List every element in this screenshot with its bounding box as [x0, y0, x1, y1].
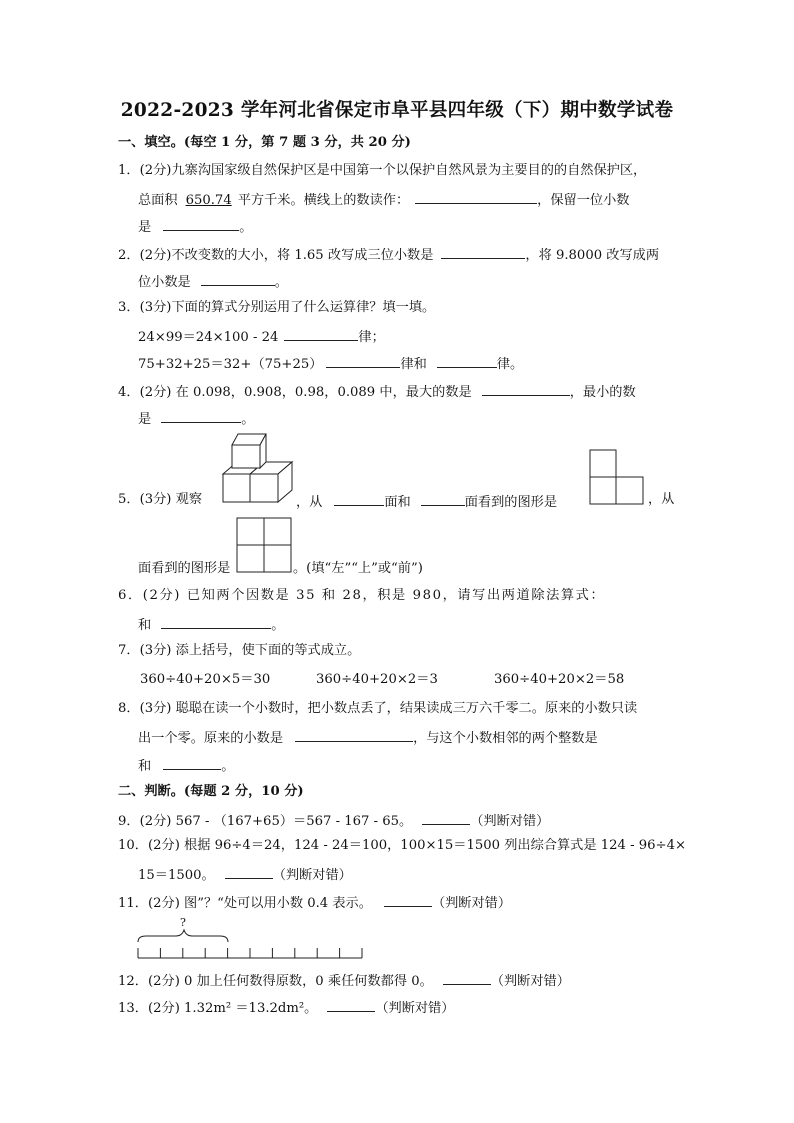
- q5-cube-stack-figure: [222, 432, 296, 504]
- q4-line2: [138, 408, 254, 429]
- q8-answer-blank-2[interactable]: [163, 755, 221, 770]
- q3-answer-blank-3[interactable]: [437, 353, 497, 368]
- q2-line2: [138, 271, 288, 292]
- q12-text: 12．(2分) 0 加上任何数得原数，0 乘任何数都得 0。: [118, 974, 433, 989]
- q1-shi: 是: [138, 220, 152, 235]
- q3-expr1: 24×99＝24×100 - 24: [138, 330, 279, 345]
- q4-answer-blank-min[interactable]: [161, 408, 241, 423]
- q1-text: 总面积: [138, 193, 178, 208]
- q5-view-figure-l-shape: [589, 449, 645, 505]
- q5-cong: ，从: [296, 495, 323, 510]
- q5-answer-blank-1[interactable]: [334, 491, 384, 506]
- q9-hint: （判断对错）: [470, 814, 550, 829]
- section-true-false: 二、判断。(每题 2 分，10 分): [118, 784, 304, 799]
- q1-line2: [138, 189, 629, 210]
- q8-line1: 8．(3分) 聪聪在读一个小数时，把小数点丢了，结果读成三万六千零二。原来的小数只读: [118, 701, 638, 716]
- q8-line2: [138, 727, 598, 748]
- q13-hint: （判断对错）: [375, 1001, 455, 1016]
- q8-line3: [138, 755, 234, 776]
- q8-he: 和: [138, 759, 152, 774]
- q4-text2: ，最小的数: [569, 385, 636, 400]
- q6-line1: 6．(2分) 已知两个因数是 35 和 28，积是 980，请写出两道除法算式：: [118, 588, 606, 603]
- q5-mianhe: 面和: [384, 495, 411, 510]
- q10-answer-blank[interactable]: [225, 864, 273, 879]
- q5-line2-b: 。(填“左”“上”或“前”): [293, 561, 423, 576]
- section-fill-blank: 一、填空。(每空 1 分，第 7 题 3 分，共 20 分): [118, 135, 411, 150]
- q2-text2: ，将 9.8000 改写成两: [525, 248, 660, 263]
- q1-area-number: 650.74: [185, 193, 232, 208]
- q3-line3: [138, 353, 523, 374]
- q11-hint: （判断对错）: [431, 896, 512, 911]
- q9-text: 9．(2分) 567 - （167+65）＝567 - 167 - 65。: [118, 814, 413, 829]
- q4-line1: [118, 381, 636, 402]
- q3-line1: 3．(3分)下面的算式分别运用了什么运算律？填一填。: [118, 300, 436, 315]
- q3-lv1: 律；: [358, 330, 385, 345]
- q5-line1-b: [296, 491, 557, 512]
- q5-line1-a: 5．(3分) 观察: [118, 492, 203, 507]
- q7-equation-3[interactable]: 360÷40+20×2＝58: [494, 672, 625, 687]
- q2-line1: [118, 244, 659, 265]
- q4-shi: 是: [138, 412, 152, 427]
- q10-line1: 10．(2分) 根据 96÷4＝24，124 - 24＝100，100×15＝1500 列出综合算式是 124 - 96÷4×: [118, 838, 687, 853]
- q5-answer-blank-2[interactable]: [421, 491, 465, 506]
- q5-view-figure-square: [236, 517, 292, 573]
- q1-answer-blank-read[interactable]: [415, 189, 537, 204]
- q7-equation-1[interactable]: 360÷40+20×5＝30: [140, 672, 271, 687]
- q11-number-line-figure: [136, 928, 366, 962]
- q3-line2: [138, 326, 385, 347]
- q8-answer-blank-1[interactable]: [295, 727, 413, 742]
- q1-period: 。: [239, 220, 253, 235]
- q10-line2: [138, 864, 352, 885]
- q8-text2: ，与这个小数相邻的两个整数是: [413, 731, 598, 746]
- q8-period: 。: [221, 759, 235, 774]
- q6-answer-blank[interactable]: [161, 614, 271, 629]
- q8-text1: 出一个零。原来的小数是: [138, 731, 284, 746]
- q6-line2: [138, 614, 284, 635]
- q11-text: 11．(2分) 图”？“处可以用小数 0.4 表示。: [118, 896, 372, 911]
- q13-answer-blank[interactable]: [327, 997, 375, 1012]
- q12-line: [118, 970, 570, 991]
- q2-answer-blank-2[interactable]: [201, 271, 275, 286]
- exam-title: 2022-2023 学年河北省保定市阜平县四年级（下）期中数学试卷: [120, 100, 674, 121]
- q4-text1: 4．(2分) 在 0.098，0.908，0.98，0.089 中，最大的数是: [118, 385, 472, 400]
- q10-text: 15＝1500。: [138, 868, 215, 883]
- q2-answer-blank-1[interactable]: [441, 244, 525, 259]
- q7-line1: 7．(3分) 添上括号，使下面的等式成立。: [118, 643, 361, 658]
- q9-line: [118, 810, 549, 831]
- q5-kandao: 面看到的图形是: [464, 495, 558, 510]
- q2-text1: 2．(2分)不改变数的大小，将 1.65 改写成三位小数是: [118, 248, 434, 263]
- q2-text3: 位小数是: [138, 275, 191, 290]
- q1-line3: [138, 216, 252, 237]
- q11-line: [118, 892, 511, 913]
- q3-answer-blank-1[interactable]: [284, 326, 358, 341]
- q1-answer-blank-round[interactable]: [163, 216, 239, 231]
- q4-answer-blank-max[interactable]: [482, 381, 570, 396]
- q5-line2-a: 面看到的图形是: [138, 561, 231, 576]
- q6-period: 。: [271, 618, 285, 633]
- q1-line1: 1．(2分)九寨沟国家级自然保护区是中国第一个以保护自然风景为主要目的的自然保护区，: [118, 163, 647, 178]
- q3-expr2: 75+32+25＝32+（75+25）: [138, 357, 323, 372]
- q3-lv2: 律。: [496, 357, 524, 372]
- q12-hint: （判断对错）: [490, 974, 570, 989]
- q1-text2: 平方千米。横线上的数读作：: [237, 193, 410, 208]
- q4-period: 。: [241, 412, 255, 427]
- q11-answer-blank[interactable]: [384, 892, 432, 907]
- q10-hint: （判断对错）: [272, 868, 352, 883]
- q3-lvhe: 律和: [400, 357, 427, 372]
- q3-answer-blank-2[interactable]: [326, 353, 400, 368]
- q6-he: 和: [138, 618, 152, 633]
- q12-answer-blank[interactable]: [443, 970, 491, 985]
- q1-text3: ，保留一位小数: [537, 193, 630, 208]
- q7-equation-2[interactable]: 360÷40+20×2＝3: [316, 672, 438, 687]
- q2-period: 。: [274, 275, 288, 290]
- q5-line1-c: ，从: [648, 492, 675, 507]
- q13-line: [118, 997, 454, 1018]
- q9-answer-blank[interactable]: [422, 810, 470, 825]
- q11-question-mark: ?: [180, 916, 186, 929]
- q13-text: 13．(2分) 1.32m² ＝13.2dm²。: [118, 1001, 318, 1016]
